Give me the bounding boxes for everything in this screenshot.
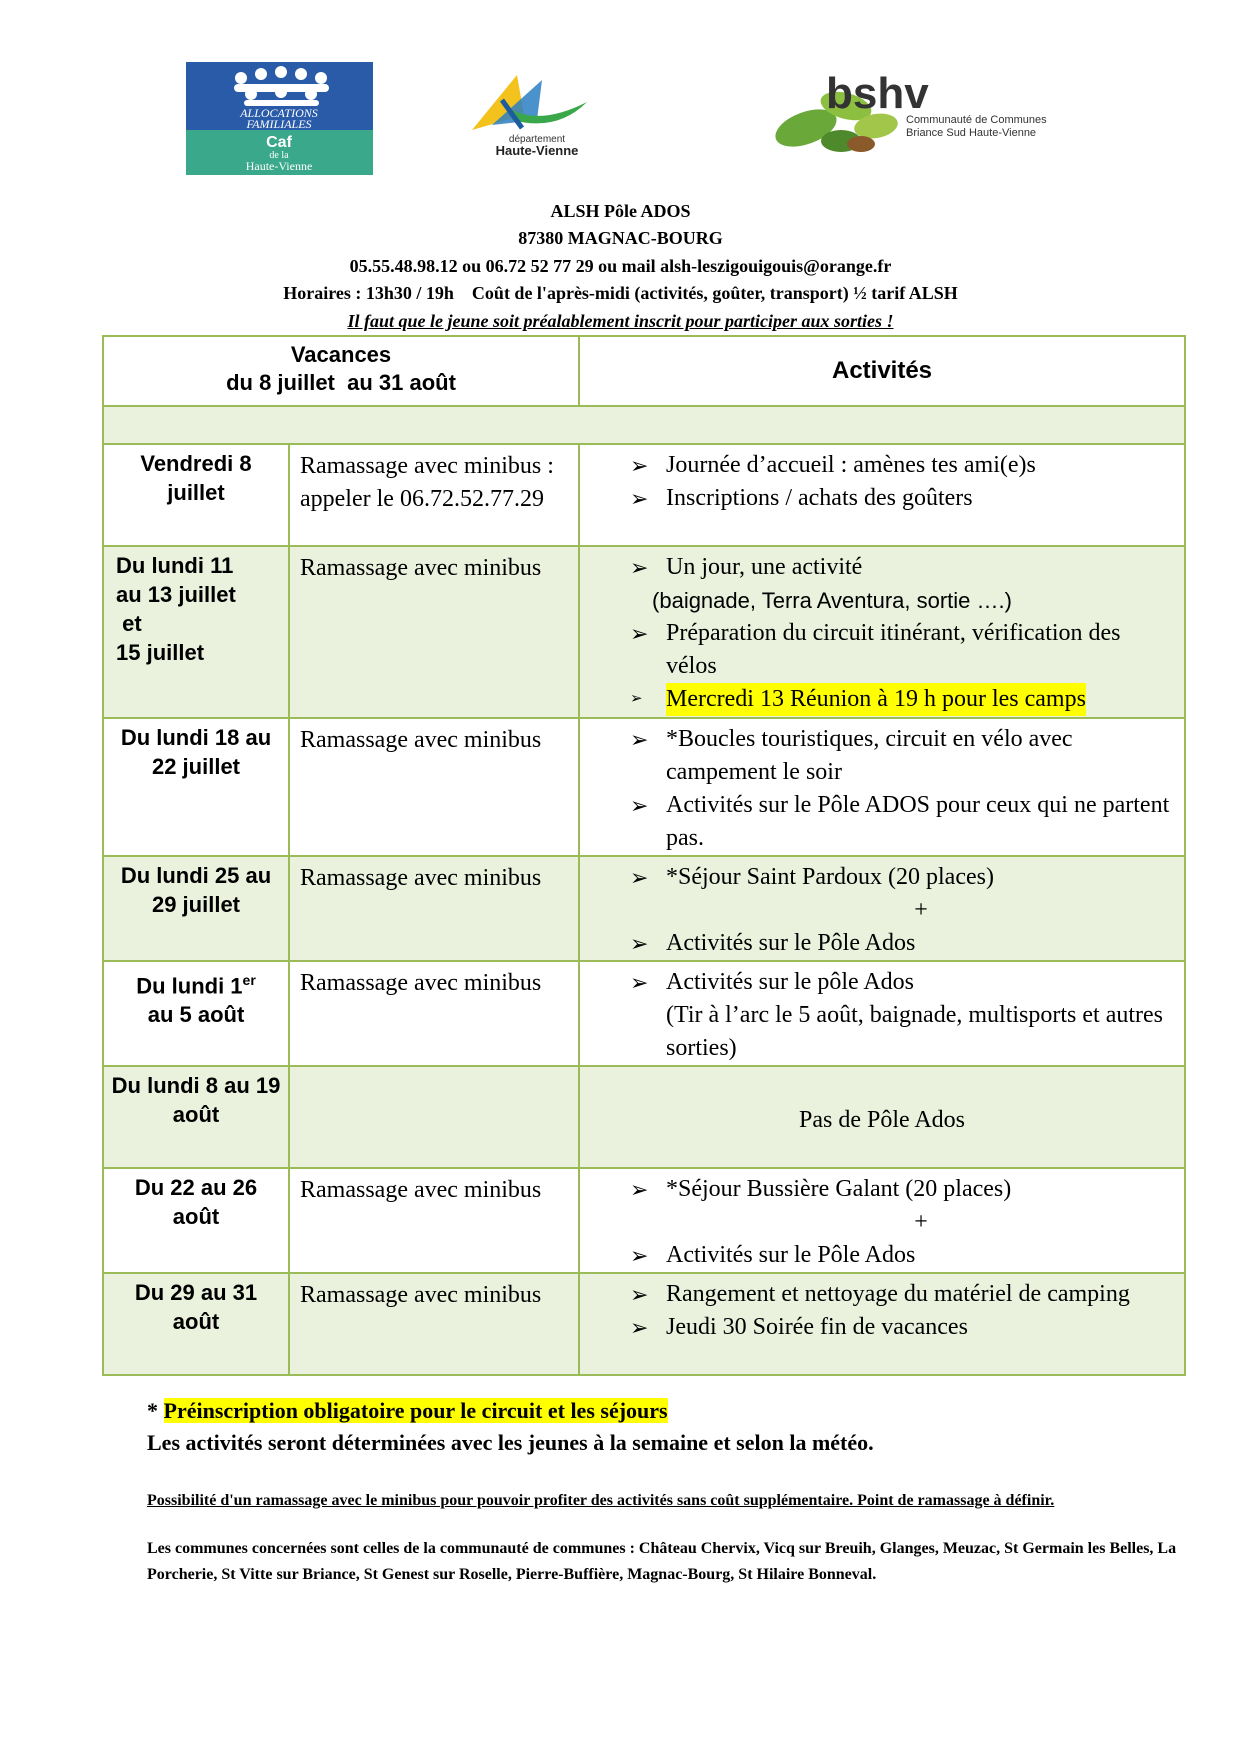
preregistration-note xyxy=(147,1396,1177,1426)
activity-item: Inscriptions / achats des goûters xyxy=(666,485,973,511)
bshv-logo xyxy=(756,66,1126,162)
row-activities xyxy=(579,1168,1185,1273)
row-date xyxy=(103,961,289,1066)
row-activities xyxy=(579,546,1185,718)
arrow-bullet-icon: ➢ xyxy=(630,486,649,511)
activity-item: *Séjour Saint Pardoux (20 places) xyxy=(666,864,994,890)
row-date-sup: er xyxy=(242,972,256,988)
header-vacances-line1: Vacances xyxy=(290,342,392,367)
registration-warning: Il faut que le jeune soit préalablement inscrit pour participer aux sorties ! xyxy=(347,311,894,331)
center-address: 87380 MAGNAC-BOURG xyxy=(518,228,723,248)
row-pickup: Ramassage avec minibus : appeler le 06.72.52.77.29 xyxy=(289,444,579,546)
row-pickup: Ramassage avec minibus xyxy=(289,856,579,961)
row-date: Du lundi 18 au 22 juillet xyxy=(103,718,289,856)
svg-text:département: département xyxy=(508,134,566,145)
row-date-line: et xyxy=(116,611,142,636)
plus-sign: + xyxy=(914,1209,928,1235)
activity-detail: (Tir à l’arc le 5 août, baignade, multisports et autres sorties) xyxy=(666,1002,1163,1061)
row-activities xyxy=(579,1273,1185,1375)
svg-text:Haute-Vienne: Haute-Vienne xyxy=(245,159,313,173)
no-activity-cell: Pas de Pôle Ados xyxy=(579,1066,1185,1168)
svg-text:ALLOCATIONS: ALLOCATIONS xyxy=(240,106,318,120)
arrow-bullet-icon: ➢ xyxy=(630,793,649,818)
activity-item: Activités sur le pôle Ados xyxy=(666,969,914,995)
contact-line: 05.55.48.98.12 ou 06.72 52 77 29 ou mail alsh-leszigouigouis@orange.fr xyxy=(349,256,892,276)
row-pickup: Ramassage avec minibus xyxy=(289,718,579,856)
pickup-note: Possibilité d'un ramassage avec le minibus pour pouvoir profiter des activités sans coût supplémentaire. Point de ramassage à définir. xyxy=(147,1492,1055,1509)
arrow-bullet-icon: ➢ xyxy=(630,1282,649,1307)
row-pickup xyxy=(289,1066,579,1168)
activity-item: Activités sur le Pôle Ados xyxy=(666,930,916,956)
spacer-row xyxy=(103,406,1185,444)
row-date: Du 22 au 26 août xyxy=(103,1168,289,1273)
row-date-line: Du lundi 1 xyxy=(136,973,243,999)
arrow-bullet-icon: ➢ xyxy=(630,931,649,956)
arrow-bullet-icon: ➢ xyxy=(630,727,649,752)
caf-logo xyxy=(186,62,373,175)
asterisk: * xyxy=(147,1398,164,1423)
arrow-bullet-icon: ➢ xyxy=(630,621,649,646)
schedule-table xyxy=(102,335,1186,1376)
activity-item: Un jour, une activité xyxy=(666,554,863,580)
svg-text:FAMILIALES: FAMILIALES xyxy=(246,117,312,131)
header-activites: Activités xyxy=(579,336,1185,406)
activity-item: Rangement et nettoyage du matériel de camping xyxy=(666,1281,1130,1307)
table-header-row xyxy=(103,336,1185,406)
row-activities xyxy=(579,856,1185,961)
activity-item: Journée d’accueil : amènes tes ami(e)s xyxy=(666,452,1036,478)
plus-sign: + xyxy=(914,897,928,923)
row-date-line: au 5 août xyxy=(147,1002,245,1028)
activity-item: Préparation du circuit itinérant, vérification des vélos xyxy=(666,620,1121,679)
row-pickup: Ramassage avec minibus xyxy=(289,1273,579,1375)
row-date: Vendredi 8 juillet xyxy=(103,444,289,546)
svg-text:Caf: Caf xyxy=(266,134,292,151)
row-date-line: Du lundi 11 xyxy=(116,553,234,578)
arrow-bullet-icon: ➢ xyxy=(630,1177,649,1202)
arrow-bullet-icon: ➢ xyxy=(630,555,649,580)
row-date-line: 15 juillet xyxy=(116,640,205,665)
svg-text:bshv: bshv xyxy=(826,69,929,118)
arrow-bullet-icon: ➢ xyxy=(630,970,649,995)
activity-item-highlight: Mercredi 13 Réunion à 19 h pour les camps xyxy=(666,683,1086,716)
svg-text:Briance Sud Haute-Vienne: Briance Sud Haute-Vienne xyxy=(906,127,1037,139)
activities-note: Les activités seront déterminées avec les jeunes à la semaine et selon la météo. xyxy=(147,1430,874,1455)
svg-text:Communauté de Communes: Communauté de Communes xyxy=(906,114,1047,126)
arrow-bullet-icon: ➢ xyxy=(630,1315,649,1340)
center-title: ALSH Pôle ADOS xyxy=(550,201,691,221)
table-row xyxy=(103,718,1185,856)
communes-note: Les communes concernées sont celles de la communauté de communes : Château Chervix, Vicq sur Breuih, Glanges, Meuzac, St Germain les Belles, La Porcherie, St Vitte sur Briance, St Genest sur Roselle, Pierre-Buffière, Magnac-Bourg, St Hilaire Bonneval. xyxy=(147,1540,1177,1583)
activity-item: Activités sur le Pôle ADOS pour ceux qui ne partent pas. xyxy=(666,792,1170,851)
row-activities xyxy=(579,718,1185,856)
row-activities xyxy=(579,961,1185,1066)
table-row xyxy=(103,856,1185,961)
header-vacances xyxy=(103,336,579,406)
table-row xyxy=(103,1066,1185,1168)
activity-item: *Boucles touristiques, circuit en vélo avec campement le soir xyxy=(666,726,1073,785)
table-row xyxy=(103,961,1185,1066)
hours-line: Horaires : 13h30 / 19h Coût de l'après-midi (activités, goûter, transport) ½ tarif ALSH xyxy=(283,283,958,303)
table-row xyxy=(103,444,1185,546)
row-date: Du lundi 25 au 29 juillet xyxy=(103,856,289,961)
svg-text:de la: de la xyxy=(269,150,289,161)
row-date xyxy=(103,546,289,718)
arrow-bullet-icon: ➢ xyxy=(630,1243,649,1268)
row-date: Du 29 au 31 août xyxy=(103,1273,289,1375)
spacer-cell xyxy=(103,406,1185,444)
row-date-line: au 13 juillet xyxy=(116,582,236,607)
arrow-bullet-icon: ➢ xyxy=(630,865,649,890)
activity-item: Activités sur le Pôle Ados xyxy=(666,1242,916,1268)
svg-text:Haute-Vienne: Haute-Vienne xyxy=(495,143,579,158)
row-activities xyxy=(579,444,1185,546)
preregistration-text: Préinscription obligatoire pour le circuit et les séjours xyxy=(163,1398,668,1423)
table-row xyxy=(103,1168,1185,1273)
arrow-bullet-icon: ➢ xyxy=(630,453,649,478)
table-row xyxy=(103,1273,1185,1375)
arrow-bullet-icon: ➢ xyxy=(630,691,643,707)
activity-detail: (baignade, Terra Aventura, sortie ….) xyxy=(652,588,1012,613)
row-pickup: Ramassage avec minibus xyxy=(289,1168,579,1273)
row-date: Du lundi 8 au 19 août xyxy=(103,1066,289,1168)
haute-vienne-logo xyxy=(462,70,592,158)
row-pickup: Ramassage avec minibus xyxy=(289,546,579,718)
activity-item: *Séjour Bussière Galant (20 places) xyxy=(666,1176,1012,1202)
header-vacances-line2: du 8 juillet au 31 août xyxy=(226,370,456,395)
table-row xyxy=(103,546,1185,718)
row-pickup: Ramassage avec minibus xyxy=(289,961,579,1066)
activity-item: Jeudi 30 Soirée fin de vacances xyxy=(666,1314,968,1340)
